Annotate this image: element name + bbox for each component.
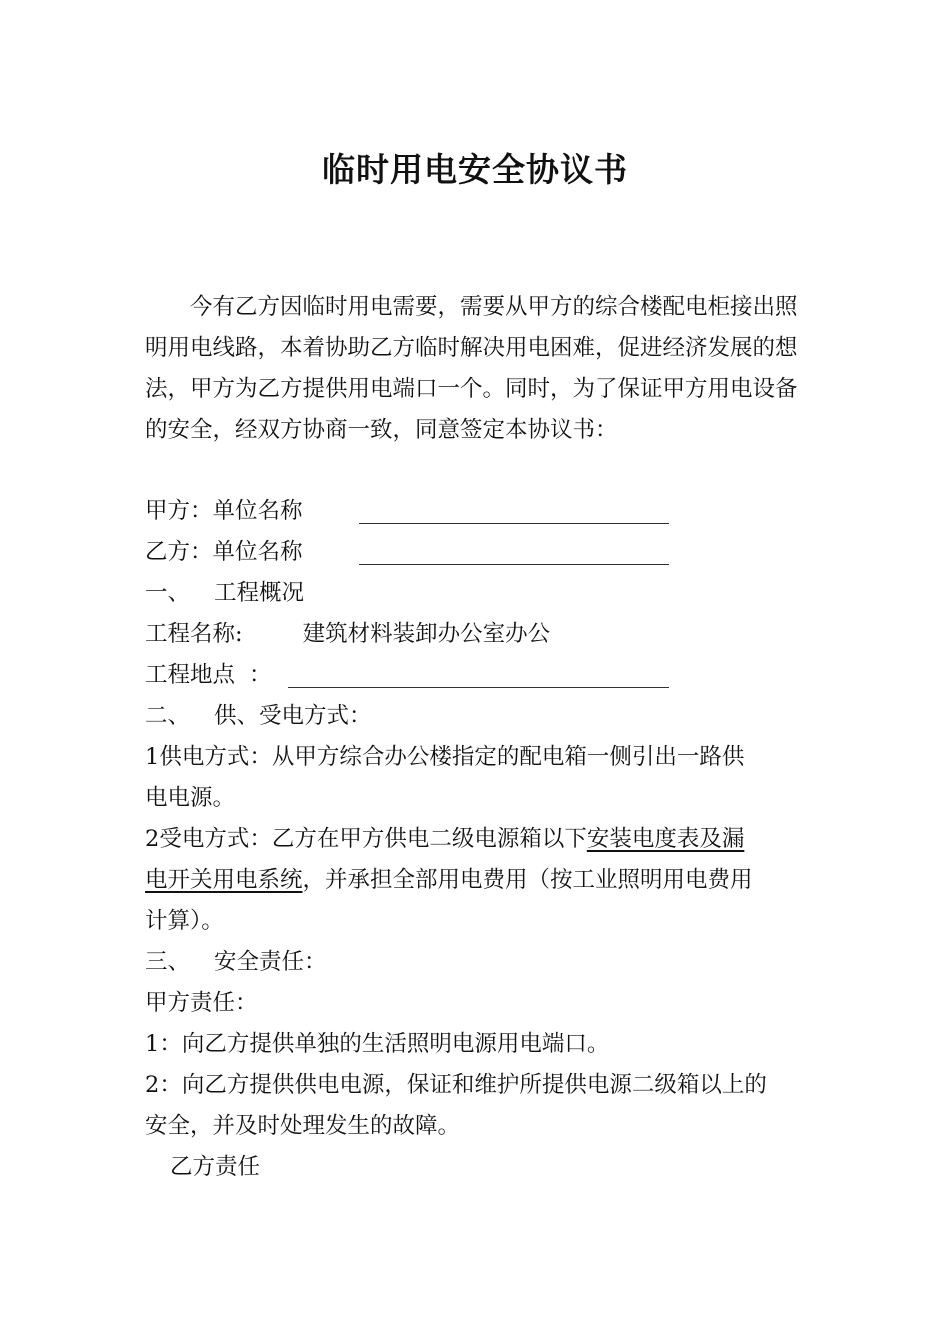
receive-line-1	[145, 819, 744, 860]
project-location-blank	[288, 661, 669, 688]
project-location-line	[145, 655, 272, 696]
responsibility-item-2-line-1: 2：向乙方提供供电电源，保证和维护所提供电源二级箱以上的	[145, 1072, 767, 1098]
responsibility-item-1: 1：向乙方提供单独的生活照明电源用电端口。	[145, 1031, 610, 1057]
section-3-title: 安全责任：	[214, 949, 327, 975]
section-2-title: 供、受电方式：	[214, 703, 372, 729]
project-name-line	[145, 614, 550, 655]
project-location-colon: ：	[249, 662, 272, 688]
receive-underlined-b: 电开关用电系统	[145, 867, 303, 893]
party-a-line	[145, 491, 303, 532]
receive-line-3: 计算）。	[145, 908, 224, 934]
supply-line-2: 电电源。	[145, 785, 236, 811]
project-name-label: 工程名称:	[145, 621, 243, 647]
party-a-label: 甲方：单位名称	[145, 498, 303, 524]
party-b-line	[145, 532, 303, 573]
receive-text-a: 2受电方式：乙方在甲方供电二级电源箱以下	[145, 826, 587, 852]
party-b-responsibility-heading: 乙方责任	[170, 1154, 261, 1180]
party-a-responsibility-heading: 甲方责任：	[145, 990, 258, 1016]
section-2-number: 二、	[145, 703, 191, 729]
section-1-heading	[145, 573, 304, 614]
party-b-label: 乙方：单位名称	[145, 539, 303, 565]
party-b-blank	[359, 538, 669, 565]
section-3-heading	[145, 942, 327, 983]
responsibility-item-2-line-2: 安全，并及时处理发生的故障。	[145, 1113, 461, 1139]
document-title: 临时用电安全协议书	[322, 150, 628, 189]
receive-underlined-a: 安装电度表及漏	[586, 826, 745, 852]
intro-text: 今有乙方因临时用电需要，需要从甲方的综合楼配电柜接出照明用电线路，本着协助乙方临时解决用电困难，促进经济发展的想法，甲方为乙方提供用电端口一个。同时，为了保证甲方用电设备的安全，经双方协商一致，同意签定本协议书：	[145, 294, 798, 443]
section-1-number: 一、	[145, 580, 191, 606]
intro-paragraph	[145, 287, 810, 451]
project-name-value: 建筑材料装卸办公室办公	[302, 621, 551, 647]
project-location-label: 工程地点	[145, 662, 236, 688]
section-2-heading	[145, 696, 372, 737]
section-3-number: 三、	[145, 949, 191, 975]
party-a-blank	[359, 497, 669, 524]
receive-line-2	[145, 860, 753, 901]
receive-text-b: ，并承担全部用电费用（按工业照明用电费用	[302, 867, 753, 893]
section-1-title: 工程概况	[214, 580, 305, 606]
supply-line-1: 1供电方式：从甲方综合办公楼指定的配电箱一侧引出一路供	[145, 744, 745, 770]
